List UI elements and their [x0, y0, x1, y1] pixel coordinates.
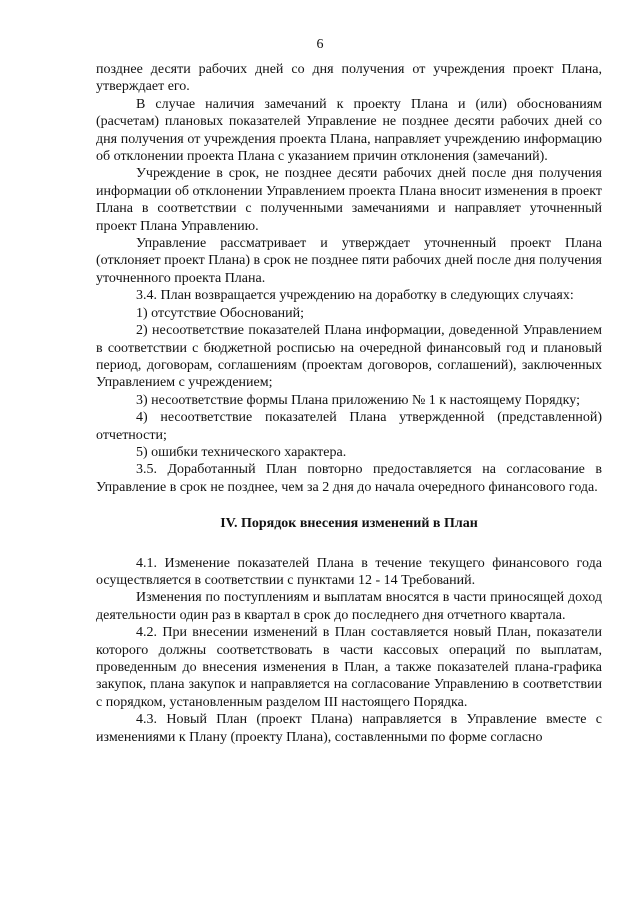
- paragraph: Изменения по поступлениям и выплатам вносятся в части приносящей доход деятельности один раз в квартал в срок до последнего дня отчетного квартала.: [96, 590, 602, 623]
- paragraph: 4.2. При внесении изменений в План составляется новый План, показатели которого должны соответствовать в части кассовых операций по выплатам, проведенным до внесения изменения в План, а также показателей плана-графика закупок, плана закупок и направляется на согласование Управлению в соответствии с порядком, установленным разделом III настоящего Порядка.: [96, 625, 602, 710]
- paragraph: 3.5. Доработанный План повторно предоставляется на согласование в Управление в срок не позднее, чем за 2 дня до начала очередного финансового года.: [96, 462, 602, 495]
- paragraph: 4) несоответствие показателей Плана утвержденной (представленной) отчетности;: [96, 410, 602, 443]
- paragraph: 3) несоответствие формы Плана приложению № 1 к настоящему Порядку;: [136, 392, 580, 408]
- paragraph: 1) отсутствие Обоснований;: [136, 305, 305, 321]
- paragraph: 4.1. Изменение показателей Плана в течение текущего финансового года осуществляется в соответствии с пунктами 12 - 14 Требований.: [96, 555, 602, 588]
- document-body: [96, 61, 602, 746]
- page-number: 6: [316, 37, 324, 52]
- section-heading: IV. Порядок внесения изменений в План: [220, 516, 478, 532]
- section-iv-body: [96, 555, 602, 746]
- paragraph: позднее десяти рабочих дней со дня получения от учреждения проект Плана, утверждает его.: [96, 62, 602, 95]
- paragraph: 2) несоответствие показателей Плана информации, доведенной Управлением в соответствии с бюджетной росписью на очередной финансовый год и плановый период, договорам, соглашениям (проектам договоров, соглашений), заключенных Управлением с учреждением;: [96, 323, 602, 391]
- paragraph: 3.4. План возвращается учреждению на доработку в следующих случаях:: [136, 288, 574, 304]
- paragraph: В случае наличия замечаний к проекту Плана и (или) обоснованиям (расчетам) плановых показателей Управление не позднее десяти рабочих дней со дня получения от учреждения проекта Плана, направляет учреждению информацию об отклонении проекта Плана с указанием причин отклонения (замечаний).: [96, 96, 602, 165]
- paragraph: 5) ошибки технического характера.: [136, 444, 347, 460]
- paragraph: Учреждение в срок, не позднее десяти рабочих дней после дня получения информации об отклонении Управлением проекта Плана вносит изменения в проект Плана в соответствии с полученными замечаниями и направляет уточненный проект Плана Управлению.: [96, 166, 602, 234]
- paragraph: 4.3. Новый План (проект Плана) направляется в Управление вместе с изменениями к Плану (проекту Плана), составленными по форме согласно: [96, 712, 602, 745]
- section-iii-continuation: [96, 61, 602, 496]
- paragraph: Управление рассматривает и утверждает уточненный проект Плана (отклоняет проект Плана) в срок не позднее пяти рабочих дней после дня получения уточненного проекта Плана.: [96, 236, 602, 286]
